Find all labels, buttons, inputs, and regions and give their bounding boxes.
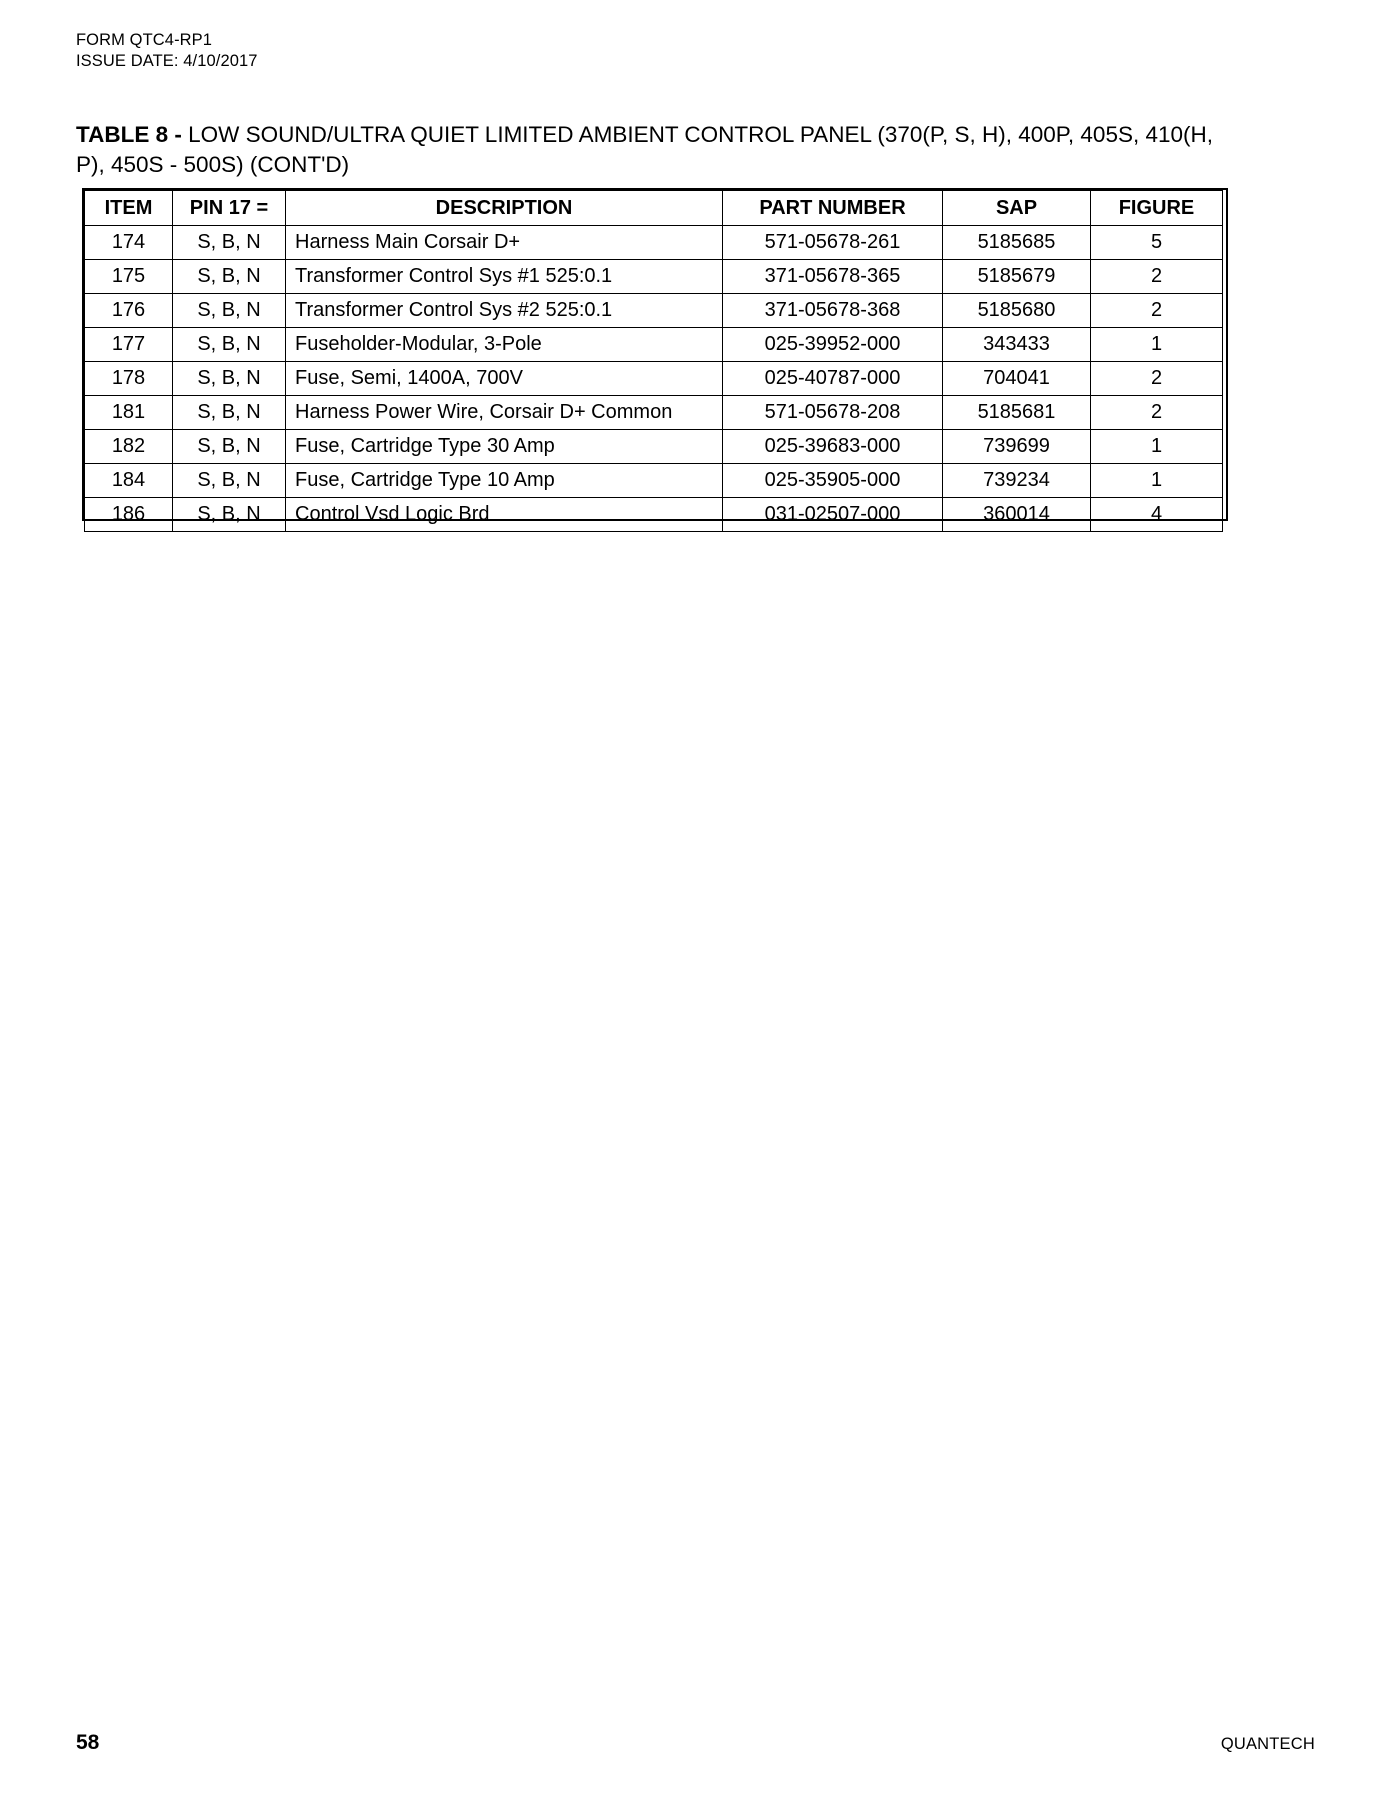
cell-sap: 704041: [943, 362, 1091, 396]
cell-part-number: 025-39683-000: [723, 430, 943, 464]
column-header-pin: PIN 17 =: [173, 191, 286, 226]
cell-description: Transformer Control Sys #2 525:0.1: [286, 294, 723, 328]
cell-part-number: 571-05678-261: [723, 226, 943, 260]
cell-figure: 4: [1091, 498, 1223, 532]
table-title: [76, 120, 1236, 180]
cell-item: 186: [85, 498, 173, 532]
cell-pin: S, B, N: [173, 464, 286, 498]
table-row: [85, 498, 1223, 532]
cell-sap: 5185685: [943, 226, 1091, 260]
cell-description: Fuse, Semi, 1400A, 700V: [286, 362, 723, 396]
issue-date: ISSUE DATE: 4/10/2017: [76, 52, 258, 70]
cell-description: Fuse, Cartridge Type 30 Amp: [286, 430, 723, 464]
cell-item: 177: [85, 328, 173, 362]
column-header-figure: FIGURE: [1091, 191, 1223, 226]
form-number: FORM QTC4-RP1: [76, 31, 213, 49]
cell-figure: 1: [1091, 430, 1223, 464]
cell-item: 178: [85, 362, 173, 396]
cell-item: 181: [85, 396, 173, 430]
cell-pin: S, B, N: [173, 362, 286, 396]
table-row: [85, 294, 1223, 328]
cell-figure: 2: [1091, 260, 1223, 294]
cell-pin: S, B, N: [173, 260, 286, 294]
cell-part-number: 371-05678-365: [723, 260, 943, 294]
cell-figure: 2: [1091, 396, 1223, 430]
table-row: [85, 430, 1223, 464]
cell-figure: 2: [1091, 294, 1223, 328]
cell-part-number: 371-05678-368: [723, 294, 943, 328]
cell-description: Transformer Control Sys #1 525:0.1: [286, 260, 723, 294]
document-header: [76, 30, 258, 72]
parts-table: [84, 190, 1223, 532]
cell-figure: 1: [1091, 328, 1223, 362]
table-row: [85, 464, 1223, 498]
table-title-label: TABLE 8 -: [76, 122, 189, 147]
cell-figure: 1: [1091, 464, 1223, 498]
cell-sap: 5185680: [943, 294, 1091, 328]
table-row: [85, 328, 1223, 362]
cell-pin: S, B, N: [173, 396, 286, 430]
cell-description: Control Vsd Logic Brd: [286, 498, 723, 532]
cell-item: 176: [85, 294, 173, 328]
cell-figure: 2: [1091, 362, 1223, 396]
table-header-row: [85, 191, 1223, 226]
cell-description: Fuse, Cartridge Type 10 Amp: [286, 464, 723, 498]
table-row: [85, 362, 1223, 396]
cell-item: 184: [85, 464, 173, 498]
cell-pin: S, B, N: [173, 498, 286, 532]
cell-part-number: 571-05678-208: [723, 396, 943, 430]
footer-brand: QUANTECH: [1220, 1735, 1315, 1753]
cell-sap: 5185679: [943, 260, 1091, 294]
cell-sap: 343433: [943, 328, 1091, 362]
table-row: [85, 226, 1223, 260]
cell-description: Harness Main Corsair D+: [286, 226, 723, 260]
cell-part-number: 025-40787-000: [723, 362, 943, 396]
column-header-part-number: PART NUMBER: [723, 191, 943, 226]
cell-pin: S, B, N: [173, 430, 286, 464]
cell-description: Harness Power Wire, Corsair D+ Common: [286, 396, 723, 430]
table-row: [85, 260, 1223, 294]
cell-item: 174: [85, 226, 173, 260]
cell-part-number: 025-39952-000: [723, 328, 943, 362]
table-row: [85, 396, 1223, 430]
cell-part-number: 025-35905-000: [723, 464, 943, 498]
table-body: [85, 226, 1223, 532]
cell-sap: 360014: [943, 498, 1091, 532]
table-title-line1: LOW SOUND/ULTRA QUIET LIMITED AMBIENT CONTROL PANEL (370(P, S, H), 400P, 405S,: [188, 122, 1140, 147]
cell-pin: S, B, N: [173, 226, 286, 260]
cell-sap: 5185681: [943, 396, 1091, 430]
table-title-line2: 410(H, P), 450S - 500S) (CONT'D): [76, 122, 1214, 177]
cell-pin: S, B, N: [173, 328, 286, 362]
cell-part-number: 031-02507-000: [723, 498, 943, 532]
cell-sap: 739234: [943, 464, 1091, 498]
cell-sap: 739699: [943, 430, 1091, 464]
cell-pin: S, B, N: [173, 294, 286, 328]
cell-figure: 5: [1091, 226, 1223, 260]
column-header-item: ITEM: [85, 191, 173, 226]
column-header-description: DESCRIPTION: [286, 191, 723, 226]
column-header-sap: SAP: [943, 191, 1091, 226]
cell-item: 182: [85, 430, 173, 464]
page-number: 58: [76, 1731, 100, 1754]
cell-description: Fuseholder-Modular, 3-Pole: [286, 328, 723, 362]
cell-item: 175: [85, 260, 173, 294]
